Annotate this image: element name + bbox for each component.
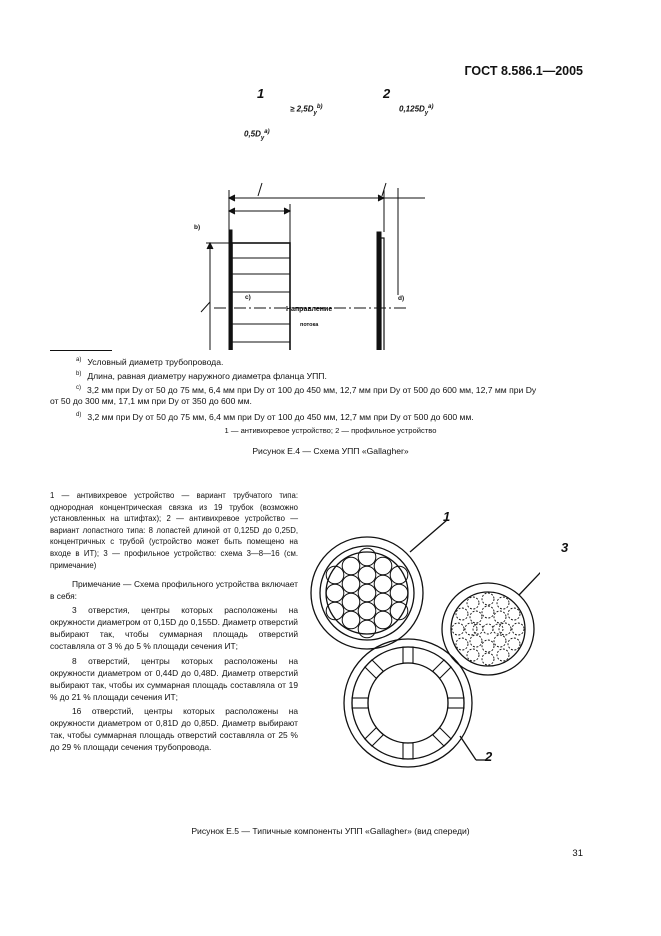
page-number: 31 <box>572 848 583 859</box>
dim-2-5d: ≥ $2,5D_y^{b)}$ <box>290 104 323 117</box>
dim-0-5d: $0,5D_y^{a)}$ <box>244 129 270 142</box>
footnote-b: $^{b)}$ Длина, равная диаметру наружного диаметра фланца УПП. <box>76 371 327 381</box>
figure-e4-legend: 1 — антивихревое устройство; 2 — профильное устройство <box>224 426 437 435</box>
figure-e5-caption: Рисунок Е.5 — Типичные компоненты УПП «Gallagher» (вид спереди) <box>191 826 470 836</box>
fig-e5-label-2: 2 <box>485 749 493 764</box>
footnote-c: $^{c)}$ 3,2 мм при Dу от 50 до 75 мм, 6,4 мм при Dу от 100 до 450 мм, 12,7 мм при Dу от 500 до 600 мм, 12,7 мм при Dу <box>76 385 537 395</box>
flow-direction-sub: потока <box>300 322 319 328</box>
footnote-d: $^{d)}$ 3,2 мм при Dу от 50 до 75 мм, 6,4 мм при Dу от 100 до 450 мм, 12,7 мм при Dу от 500 до 600 мм. <box>76 412 474 422</box>
fig-e5-label-1: 1 <box>443 509 451 524</box>
footnote-separator <box>50 350 112 351</box>
d-label: d) <box>398 295 405 302</box>
figure-e5-drawing <box>300 505 540 775</box>
note-intro: Примечание — Схема профильного устройства включает в себя: <box>50 579 298 602</box>
dim-0-125d: $0,125D_y^{a)}$ <box>399 104 434 117</box>
footnote-c-cont: от 50 до 300 мм, 17,1 мм при Dу от 350 до 600 мм. <box>50 396 252 406</box>
note-paragraph-3: 16 отверстий, центры которых расположены на окружности диаметром от 0,81D до 0,85D. Диаметр выбирают так, чтобы суммарная площадь отверстий составляла от 25 % до 29 % площади сечения трубопровода. <box>50 705 298 753</box>
figure-e5-legend: 1 — антивихревое устройство — вариант трубчатого типа: однородная концентрическая связка из 19 трубок (возможно установленных на штифтах); 2 — антивихревое устройство — вариант лопастного типа: 8 лопастей длиной от 0,125D до 0,25D, концентричных с трубой (устройство может быть помещено на входе в ИТ); 3 — профильное устройство: схема 3—8—16 (см. примечание) <box>50 491 298 570</box>
profile-plate-device <box>442 555 540 675</box>
footnote-a: $^{a)}$ Условный диаметр трубопровода. <box>76 357 224 367</box>
vane-device <box>329 624 493 775</box>
standard-header: ГОСТ 8.586.1—2005 <box>464 64 583 78</box>
note-block <box>50 578 298 753</box>
flow-direction-label: Направление <box>286 306 333 313</box>
c-label: c) <box>245 294 251 301</box>
note-paragraph-2: 8 отверстий, центры которых расположены на окружности диаметром от 0,44D до 0,48D. Диаметр отверстий выбирают так, чтобы их суммарная площадь составляла от 19 % до 21 % площади сечения ИТ; <box>50 655 298 702</box>
figure-e4-caption: Рисунок Е.4 — Схема УПП «Gallagher» <box>252 446 409 456</box>
fig-e4-label-1: 1 <box>257 86 265 101</box>
fig-e5-label-3: 3 <box>561 540 569 555</box>
side-dim-label: b) <box>194 224 201 231</box>
tube-bundle-device <box>311 520 447 649</box>
note-paragraph-1: 3 отверстия, центры которых расположены на окружности диаметром от 0,15D до 0,155D. Диаметр отверстий выбирают так, чтобы суммарная площадь отверстий составляла от 3 % до 5 % площади сечения ИТ; <box>50 605 298 652</box>
fig-e4-label-2: 2 <box>383 86 391 101</box>
